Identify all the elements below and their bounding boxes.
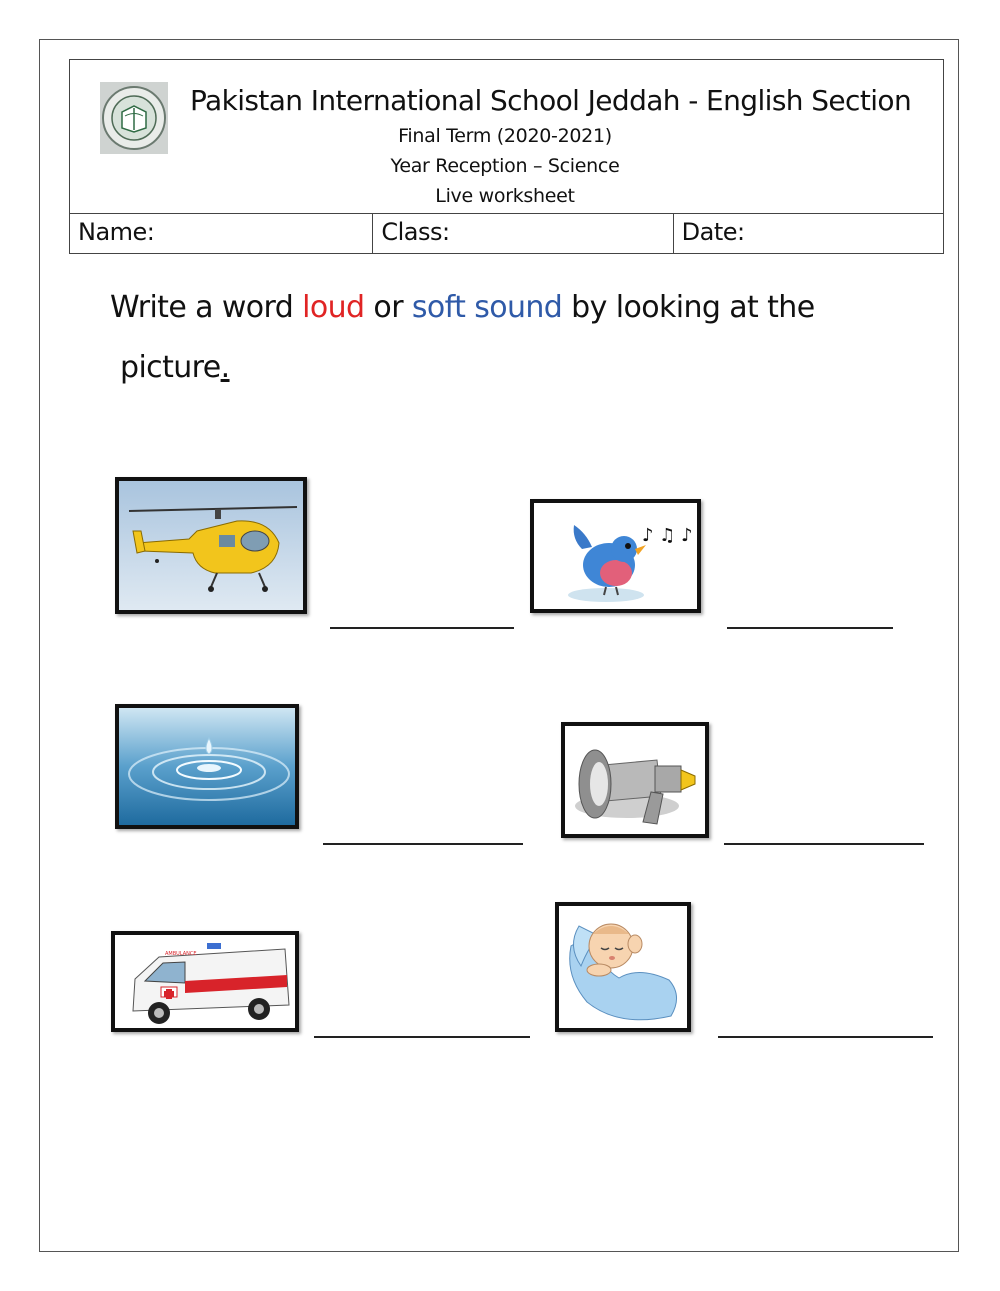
answer-blank-ambulance[interactable] bbox=[314, 1036, 530, 1038]
instruction-text-end: by looking at the bbox=[562, 290, 815, 325]
school-title: Pakistan International School Jeddah - English Section bbox=[190, 84, 912, 117]
answer-blank-baby[interactable] bbox=[718, 1036, 933, 1038]
class-label: Class: bbox=[381, 218, 450, 246]
student-info-row bbox=[69, 213, 944, 254]
loud-word: loud bbox=[302, 290, 365, 325]
worksheet-type: Live worksheet bbox=[435, 185, 575, 207]
date-label: Date: bbox=[681, 218, 745, 246]
helicopter-picture bbox=[115, 477, 307, 614]
ambulance-picture bbox=[111, 931, 299, 1032]
answer-blank-bird[interactable] bbox=[727, 627, 893, 629]
instruction-line-1 bbox=[110, 290, 815, 325]
instruction-text: Write a word bbox=[110, 290, 303, 325]
svg-text:♪ ♫ ♪: ♪ ♫ ♪ bbox=[642, 525, 693, 546]
megaphone-picture bbox=[561, 722, 709, 838]
class-field[interactable] bbox=[372, 214, 672, 253]
answer-blank-megaphone[interactable] bbox=[724, 843, 924, 845]
water-drop-picture bbox=[115, 704, 299, 829]
soft-sound-word: soft sound bbox=[411, 290, 563, 325]
school-logo bbox=[100, 82, 168, 154]
answer-blank-water-drop[interactable] bbox=[323, 843, 523, 845]
subject-line: Year Reception – Science bbox=[390, 155, 620, 177]
picture-word: picture bbox=[120, 350, 221, 385]
ambulance-label: AMBULANCE bbox=[165, 951, 197, 957]
instruction-period: . bbox=[220, 350, 230, 385]
date-field[interactable] bbox=[673, 214, 943, 253]
name-label: Name: bbox=[78, 218, 155, 246]
answer-blank-helicopter[interactable] bbox=[330, 627, 514, 629]
bird-picture bbox=[530, 499, 701, 613]
term-line: Final Term (2020-2021) bbox=[398, 125, 612, 147]
name-field[interactable] bbox=[70, 214, 372, 253]
sleeping-baby-picture bbox=[555, 902, 691, 1032]
instruction-line-2 bbox=[120, 350, 230, 385]
or-word: or bbox=[364, 290, 412, 325]
